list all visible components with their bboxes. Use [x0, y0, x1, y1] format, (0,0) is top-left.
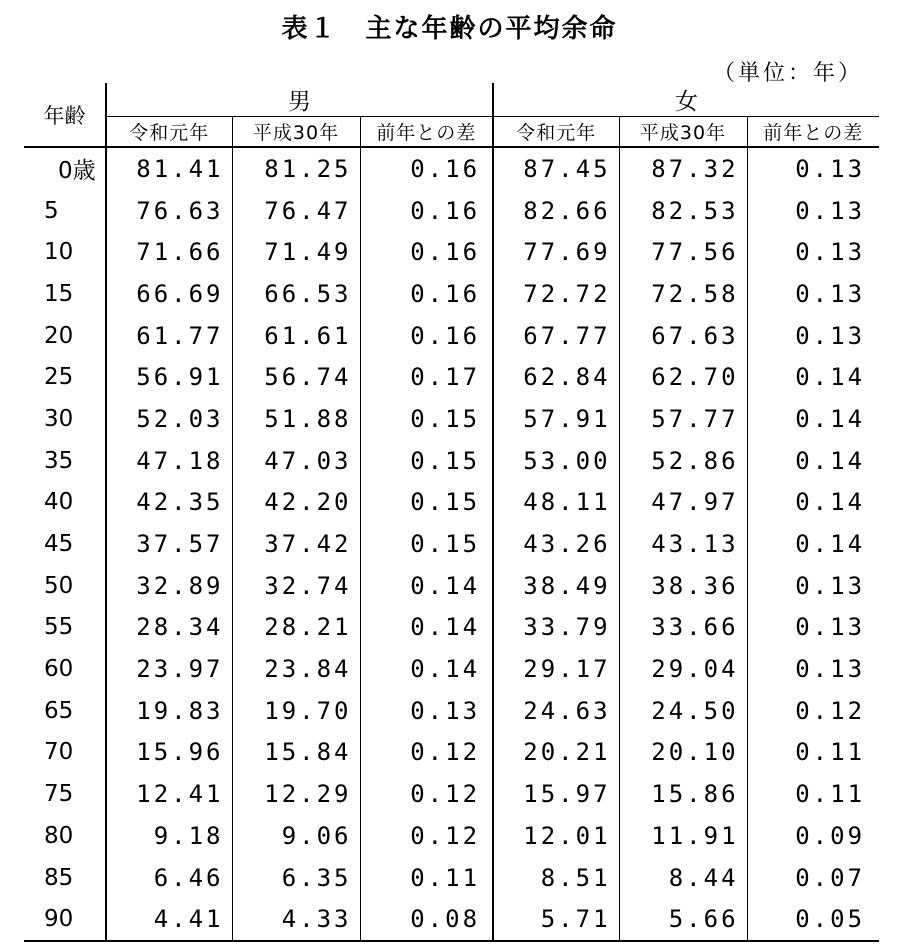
male-diff-cell: 0.15	[360, 523, 493, 565]
table-row	[24, 648, 879, 690]
table-row	[24, 857, 879, 899]
male-reiwa1-cell: 12.41	[106, 773, 232, 815]
male-heisei30-cell: 12.29	[232, 773, 360, 815]
age-cell: 50	[24, 565, 106, 607]
age-cell: 15	[24, 273, 106, 315]
male-reiwa1-cell: 61.77	[106, 315, 232, 357]
table-row	[24, 690, 879, 732]
female-reiwa1-cell: 62.84	[493, 356, 619, 398]
male-heisei30-cell: 81.25	[232, 147, 360, 190]
female-reiwa1-cell: 77.69	[493, 231, 619, 273]
female-diff-cell: 0.13	[795, 279, 866, 308]
male-heisei30-cell: 15.84	[232, 732, 360, 774]
male-heisei30-cell: 4.33	[232, 898, 360, 941]
female-reiwa1-cell: 67.77	[493, 315, 619, 357]
female-diff-cell: 0.05	[747, 898, 879, 941]
age-cell: 90	[24, 898, 106, 941]
male-heisei30-cell: 28.21	[232, 607, 360, 649]
table-row	[24, 607, 879, 649]
male-heisei30-cell: 71.49	[232, 231, 360, 273]
female-heisei30-cell: 62.70	[619, 356, 747, 398]
male-reiwa1-cell: 71.66	[106, 231, 232, 273]
male-reiwa1-cell: 37.57	[106, 523, 232, 565]
table-row	[24, 356, 879, 398]
female-heisei30-cell: 15.86	[619, 773, 747, 815]
header-female-heisei30: 平成30年	[619, 117, 747, 148]
female-diff-cell: 0.13	[795, 655, 866, 684]
female-reiwa1-cell: 33.79	[493, 607, 619, 649]
male-heisei30-cell: 9.06	[232, 815, 360, 857]
table-row	[24, 482, 879, 524]
male-diff-cell: 0.17	[360, 356, 493, 398]
table-row	[24, 273, 879, 315]
male-reiwa1-cell: 32.89	[106, 565, 232, 607]
female-reiwa1-cell: 57.91	[493, 398, 619, 440]
male-heisei30-cell: 42.20	[232, 482, 360, 524]
male-reiwa1-cell: 9.18	[106, 815, 232, 857]
table-row	[24, 815, 879, 857]
table-row	[24, 190, 879, 232]
male-heisei30-cell: 76.47	[232, 190, 360, 232]
header-male-diff: 前年との差	[360, 117, 493, 148]
male-diff-cell: 0.12	[360, 773, 493, 815]
male-reiwa1-cell: 56.91	[106, 356, 232, 398]
male-heisei30-cell: 6.35	[232, 857, 360, 899]
table-row	[24, 231, 879, 273]
table-row	[24, 398, 879, 440]
age-cell: 45	[24, 523, 106, 565]
age-cell: 75	[24, 773, 106, 815]
header-male-reiwa1: 令和元年	[106, 117, 232, 148]
female-diff-cell: 0.13	[795, 238, 866, 267]
male-diff-cell: 0.16	[360, 273, 493, 315]
female-heisei30-cell: 52.86	[619, 440, 747, 482]
table-row	[24, 315, 879, 357]
age-cell: 55	[24, 607, 106, 649]
female-diff-cell: 0.12	[795, 696, 866, 725]
female-heisei30-cell: 8.44	[619, 857, 747, 899]
age-cell: 65	[24, 690, 106, 732]
table-row	[24, 732, 879, 774]
male-reiwa1-cell: 19.83	[106, 690, 232, 732]
female-heisei30-cell: 67.63	[619, 315, 747, 357]
female-reiwa1-cell: 53.00	[493, 440, 619, 482]
male-diff-cell: 0.08	[360, 898, 493, 941]
male-reiwa1-cell: 81.41	[106, 147, 232, 190]
age-cell: 20	[24, 315, 106, 357]
male-heisei30-cell: 19.70	[232, 690, 360, 732]
male-diff-cell: 0.15	[360, 482, 493, 524]
female-heisei30-cell: 24.50	[619, 690, 747, 732]
male-reiwa1-cell: 6.46	[106, 857, 232, 899]
female-reiwa1-cell: 29.17	[493, 648, 619, 690]
male-reiwa1-cell: 66.69	[106, 273, 232, 315]
female-heisei30-cell: 57.77	[619, 398, 747, 440]
age-cell: 0歳	[24, 147, 106, 190]
header-female: 女	[493, 83, 879, 117]
male-diff-cell: 0.12	[360, 815, 493, 857]
male-reiwa1-cell: 52.03	[106, 398, 232, 440]
age-cell: 85	[24, 857, 106, 899]
male-diff-cell: 0.12	[360, 732, 493, 774]
female-heisei30-cell: 5.66	[619, 898, 747, 941]
table-row	[24, 147, 879, 190]
header-female-diff: 前年との差	[747, 117, 879, 148]
female-diff-cell: 0.14	[795, 446, 866, 475]
female-heisei30-cell: 20.10	[619, 732, 747, 774]
female-reiwa1-cell: 38.49	[493, 565, 619, 607]
male-diff-cell: 0.16	[360, 190, 493, 232]
header-male-heisei30: 平成30年	[232, 117, 360, 148]
male-heisei30-cell: 47.03	[232, 440, 360, 482]
female-diff-cell: 0.11	[795, 780, 866, 809]
male-diff-cell: 0.13	[360, 690, 493, 732]
age-cell: 70	[24, 732, 106, 774]
female-diff-cell: 0.07	[795, 863, 866, 892]
male-reiwa1-cell: 42.35	[106, 482, 232, 524]
table-row	[24, 898, 879, 941]
female-heisei30-cell: 29.04	[619, 648, 747, 690]
female-heisei30-cell: 87.32	[619, 147, 747, 190]
female-diff-cell: 0.13	[795, 321, 866, 350]
female-diff-cell: 0.13	[795, 613, 866, 642]
male-diff-cell: 0.14	[360, 648, 493, 690]
male-reiwa1-cell: 15.96	[106, 732, 232, 774]
male-heisei30-cell: 37.42	[232, 523, 360, 565]
male-reiwa1-cell: 28.34	[106, 607, 232, 649]
female-heisei30-cell: 77.56	[619, 231, 747, 273]
female-reiwa1-cell: 5.71	[493, 898, 619, 941]
page-title: 表１ 主な年齢の平均余命	[281, 14, 618, 44]
male-reiwa1-cell: 47.18	[106, 440, 232, 482]
female-reiwa1-cell: 20.21	[493, 732, 619, 774]
female-diff-cell: 0.13	[795, 196, 866, 225]
life-expectancy-table	[24, 83, 879, 942]
female-diff-cell: 0.13	[795, 571, 866, 600]
female-reiwa1-cell: 48.11	[493, 482, 619, 524]
female-diff-cell: 0.14	[795, 488, 866, 517]
female-heisei30-cell: 72.58	[619, 273, 747, 315]
female-heisei30-cell: 47.97	[619, 482, 747, 524]
female-reiwa1-cell: 43.26	[493, 523, 619, 565]
male-heisei30-cell: 61.61	[232, 315, 360, 357]
unit-label: （単位：年）	[712, 61, 863, 86]
table-row	[24, 440, 879, 482]
age-cell: 60	[24, 648, 106, 690]
age-cell: 80	[24, 815, 106, 857]
female-reiwa1-cell: 24.63	[493, 690, 619, 732]
female-heisei30-cell: 43.13	[619, 523, 747, 565]
female-heisei30-cell: 33.66	[619, 607, 747, 649]
female-reiwa1-cell: 82.66	[493, 190, 619, 232]
header-male: 男	[106, 83, 493, 117]
female-diff-cell: 0.11	[795, 738, 866, 767]
male-heisei30-cell: 23.84	[232, 648, 360, 690]
female-diff-cell: 0.13	[795, 154, 866, 183]
age-cell: 5	[24, 190, 106, 232]
table-row	[24, 565, 879, 607]
male-diff-cell: 0.16	[360, 315, 493, 357]
male-diff-cell: 0.16	[360, 231, 493, 273]
female-reiwa1-cell: 87.45	[493, 147, 619, 190]
male-reiwa1-cell: 76.63	[106, 190, 232, 232]
header-female-reiwa1: 令和元年	[493, 117, 619, 148]
female-reiwa1-cell: 8.51	[493, 857, 619, 899]
male-heisei30-cell: 32.74	[232, 565, 360, 607]
male-reiwa1-cell: 4.41	[106, 898, 232, 941]
male-reiwa1-cell: 23.97	[106, 648, 232, 690]
female-diff-cell: 0.14	[795, 530, 866, 559]
age-cell: 30	[24, 398, 106, 440]
male-diff-cell: 0.15	[360, 440, 493, 482]
male-heisei30-cell: 51.88	[232, 398, 360, 440]
header-age: 年齢	[24, 83, 106, 147]
male-heisei30-cell: 66.53	[232, 273, 360, 315]
age-cell: 10	[24, 231, 106, 273]
female-reiwa1-cell: 15.97	[493, 773, 619, 815]
female-reiwa1-cell: 72.72	[493, 273, 619, 315]
age-cell: 25	[24, 356, 106, 398]
male-diff-cell: 0.14	[360, 565, 493, 607]
female-diff-cell: 0.09	[795, 821, 866, 850]
female-heisei30-cell: 82.53	[619, 190, 747, 232]
age-cell: 35	[24, 440, 106, 482]
male-heisei30-cell: 56.74	[232, 356, 360, 398]
male-diff-cell: 0.16	[360, 147, 493, 190]
age-cell: 40	[24, 482, 106, 524]
table-body	[24, 147, 879, 941]
male-diff-cell: 0.11	[360, 857, 493, 899]
female-heisei30-cell: 11.91	[619, 815, 747, 857]
male-diff-cell: 0.14	[360, 607, 493, 649]
female-diff-cell: 0.14	[795, 404, 866, 433]
table-row	[24, 523, 879, 565]
table-row	[24, 773, 879, 815]
female-heisei30-cell: 38.36	[619, 565, 747, 607]
female-diff-cell: 0.14	[795, 363, 866, 392]
female-reiwa1-cell: 12.01	[493, 815, 619, 857]
male-diff-cell: 0.15	[360, 398, 493, 440]
